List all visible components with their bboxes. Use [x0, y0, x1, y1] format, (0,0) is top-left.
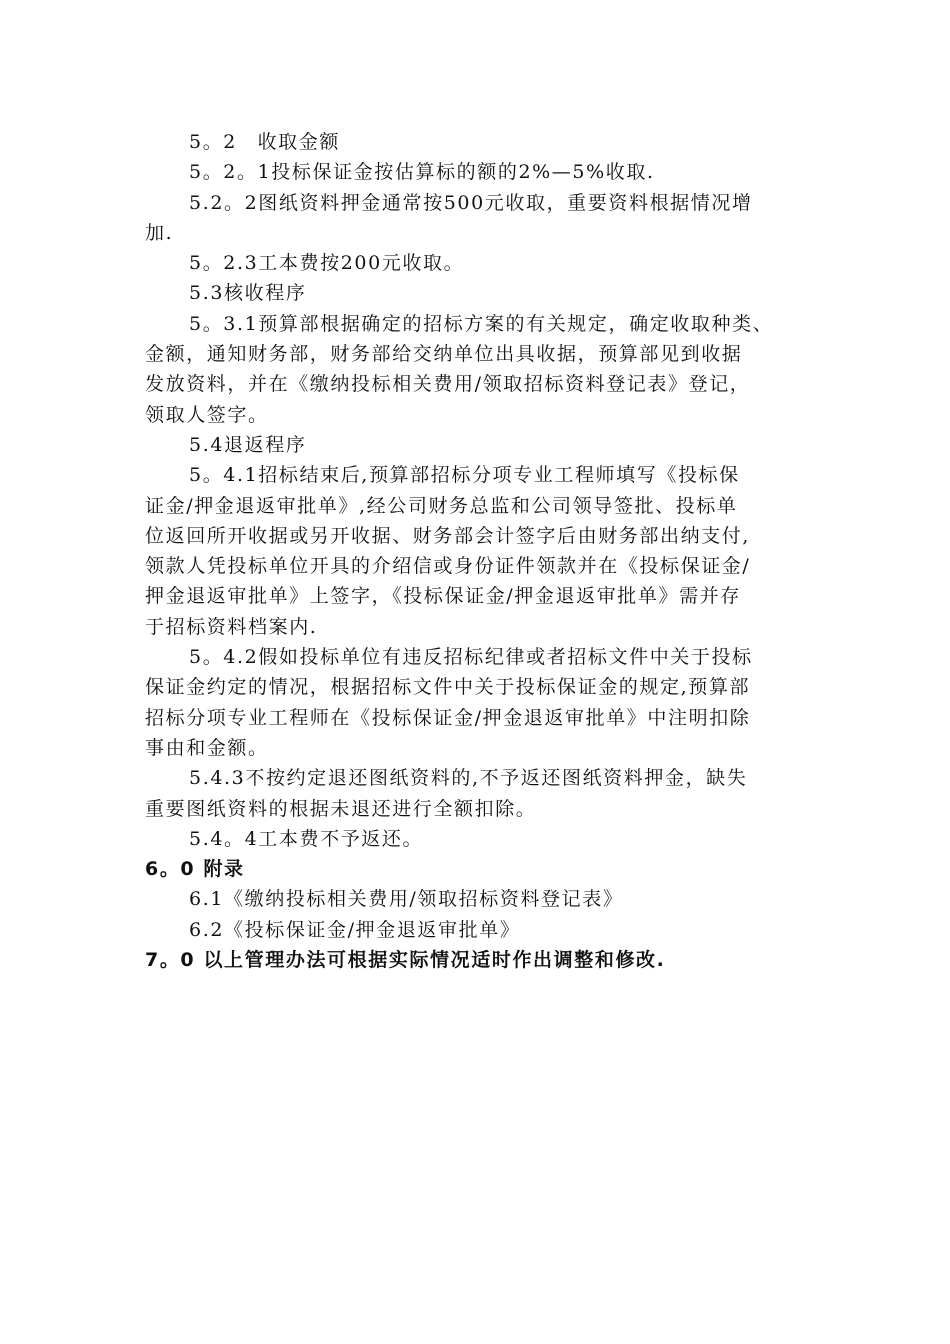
section-5-3-heading: 5.3核收程序 — [189, 282, 307, 305]
paragraph-line: 5.2。2图纸资料押金通常按500元收取，重要资料根据情况增 — [189, 191, 753, 214]
paragraph-line: 发放资料，并在《缴纳投标相关费用/领取招标资料登记表》登记， — [145, 373, 751, 396]
paragraph-line: 加. — [145, 221, 174, 244]
paragraph-line: 押金退返审批单》上签字，《投标保证金/押金退返审批单》需并存 — [145, 585, 741, 608]
appendix-item-6-1: 6.1《缴纳投标相关费用/领取招标资料登记表》 — [189, 888, 624, 911]
paragraph-5-2-3: 5。2.3工本费按200元收取。 — [189, 252, 465, 275]
paragraph-line: 金额，通知财务部，财务部给交纳单位出具收据，预算部见到收据 — [145, 343, 743, 366]
paragraph-line: 证金/押金退返审批单》,经公司财务总监和公司领导签批、投标单 — [145, 494, 738, 517]
paragraph-line: 5。3.1预算部根据确定的招标方案的有关规定，确定收取种类、 — [189, 312, 774, 335]
section-5-2-heading: 5。2 收取金额 — [189, 131, 340, 153]
paragraph-5-4-4: 5.4。4工本费不予返还。 — [189, 827, 424, 850]
appendix-item-6-2: 6.2《投标保证金/押金退返审批单》 — [189, 918, 521, 941]
section-7-0-heading: 7。0 以上管理办法可根据实际情况适时作出调整和修改. — [145, 949, 666, 972]
paragraph-line: 5。4.2假如投标单位有违反招标纪律或者招标文件中关于投标 — [189, 646, 753, 669]
paragraph-line: 位返回所开收据或另开收据、财务部会计签字后由财务部出纳支付, — [145, 524, 751, 547]
paragraph-line: 5。4.1招标结束后,预算部招标分项专业工程师填写《投标保 — [189, 464, 740, 487]
paragraph-5-2-2 — [145, 188, 810, 249]
paragraph-line: 5.4.3不按约定退还图纸资料的,不予返还图纸资料押金，缺失 — [189, 767, 748, 790]
section-6-0-heading: 6。0 附录 — [145, 858, 245, 881]
document-body — [145, 127, 810, 975]
paragraph-5-2-1: 5。2。1投标保证金按估算标的额的2%—5%收取. — [189, 161, 655, 184]
paragraph-line: 事由和金额。 — [145, 736, 269, 759]
section-5-4-heading: 5.4退返程序 — [189, 433, 307, 456]
paragraph-line: 领款人凭投标单位开具的介绍信或身份证件领款并在《投标保证金/ — [145, 555, 751, 578]
paragraph-line: 招标分项专业工程师在《投标保证金/押金退返审批单》中注明扣除 — [145, 706, 751, 729]
paragraph-5-4-2 — [145, 642, 810, 763]
paragraph-5-3-1 — [145, 309, 810, 430]
paragraph-5-4-3 — [145, 763, 810, 824]
paragraph-line: 于招标资料档案内. — [145, 615, 318, 638]
paragraph-line: 领取人签字。 — [145, 403, 269, 426]
paragraph-line: 保证金约定的情况，根据招标文件中关于投标保证金的规定,预算部 — [145, 676, 751, 699]
paragraph-line: 重要图纸资料的根据未退还进行全额扣除。 — [145, 797, 537, 820]
paragraph-5-4-1 — [145, 460, 810, 642]
